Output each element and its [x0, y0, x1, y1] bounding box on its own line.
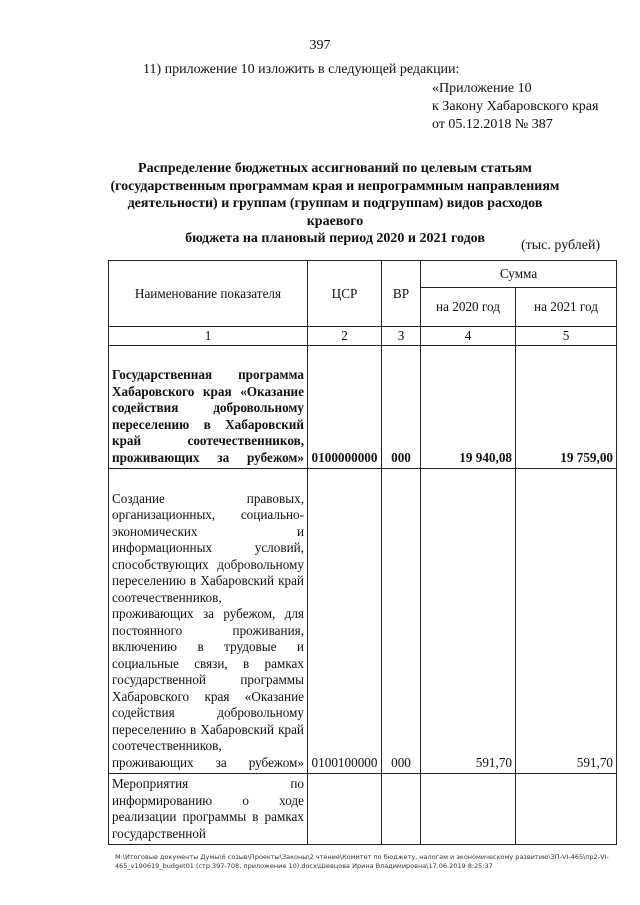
column-index: 2 — [308, 327, 382, 346]
budget-table — [108, 260, 617, 845]
header-vr: ВР — [382, 261, 421, 327]
appendix-line-1: «Приложение 10 — [432, 81, 532, 96]
intro-line: 11) приложение 10 изложить в следующей редакции: — [143, 62, 460, 77]
header-csr: ЦСР — [308, 261, 382, 327]
row-amount-2021: 19 759,00 — [516, 346, 617, 469]
row-amount-2020 — [421, 774, 516, 845]
row-vr: 000 — [382, 346, 421, 469]
row-name: Создание правовых, организационных, социально-экономических и информационных условий, способствующих добровольному переселению в Хабаровский край соотечественников, проживающих за рубежом, для постоянного проживания, включению в трудовые и социальные связи, в рамках государственной программы Хабаровского края «Оказание содействия добровольному переселению в Хабаровский край соотечественников, проживающих за рубежом» — [109, 469, 308, 774]
appendix-reference — [432, 80, 598, 134]
table-header-row — [109, 261, 617, 288]
page-number: 397 — [309, 38, 331, 53]
appendix-line-3: от 05.12.2018 № 387 — [432, 117, 553, 132]
column-index: 5 — [516, 327, 617, 346]
column-index-row — [109, 327, 617, 346]
header-year-2020: на 2020 год — [421, 288, 516, 327]
header-sum: Сумма — [421, 261, 617, 288]
table-row — [109, 774, 617, 845]
title-line-1: Распределение бюджетных ассигнований по целевым статьям — [138, 161, 532, 176]
title-line-2: (государственным программам края и непрограммным направлениям — [110, 178, 560, 194]
row-csr: 0100000000 — [308, 346, 382, 469]
units-label: (тыс. рублей) — [521, 238, 601, 253]
title-line-3: деятельности) и группам (группам и подгруппам) видов расходов краевого — [127, 196, 543, 229]
header-year-2021: на 2021 год — [516, 288, 617, 327]
row-amount-2021: 591,70 — [516, 469, 617, 774]
appendix-line-2: к Закону Хабаровского края — [432, 99, 599, 114]
column-index: 1 — [109, 327, 308, 346]
document-title — [100, 160, 570, 248]
row-csr: 0100100000 — [308, 469, 382, 774]
row-amount-2020: 591,70 — [421, 469, 516, 774]
row-name: Государственная программа Хабаровского края «Оказание содействия добровольному переселению в Хабаровский край соотечественников, проживающих за рубежом» — [109, 346, 308, 469]
row-csr — [308, 774, 382, 845]
file-path-footer: M:\Итоговые документы Думы\6 созыв\Проекты\Законы\2 чтение\Комитет по бюджету, налогам и экономическому развитию\ЗП-VI-465\пр2-VI-465_v190619_budget01 (стр.397-708, приложение 10).docx\Шевцова Ирина Владимировна\17.06.2019 8:25:37 — [115, 853, 609, 870]
column-index: 3 — [382, 327, 421, 346]
column-index: 4 — [421, 327, 516, 346]
table-row — [109, 346, 617, 469]
header-name: Наименование показателя — [109, 261, 308, 327]
row-amount-2021 — [516, 774, 617, 845]
title-line-4: бюджета на плановый период 2020 и 2021 годов — [185, 231, 485, 246]
row-vr — [382, 774, 421, 845]
row-name: Мероприятия по информированию о ходе реализации программы в рамках государственной — [109, 774, 308, 845]
row-amount-2020: 19 940,08 — [421, 346, 516, 469]
row-vr: 000 — [382, 469, 421, 774]
table-row — [109, 469, 617, 774]
